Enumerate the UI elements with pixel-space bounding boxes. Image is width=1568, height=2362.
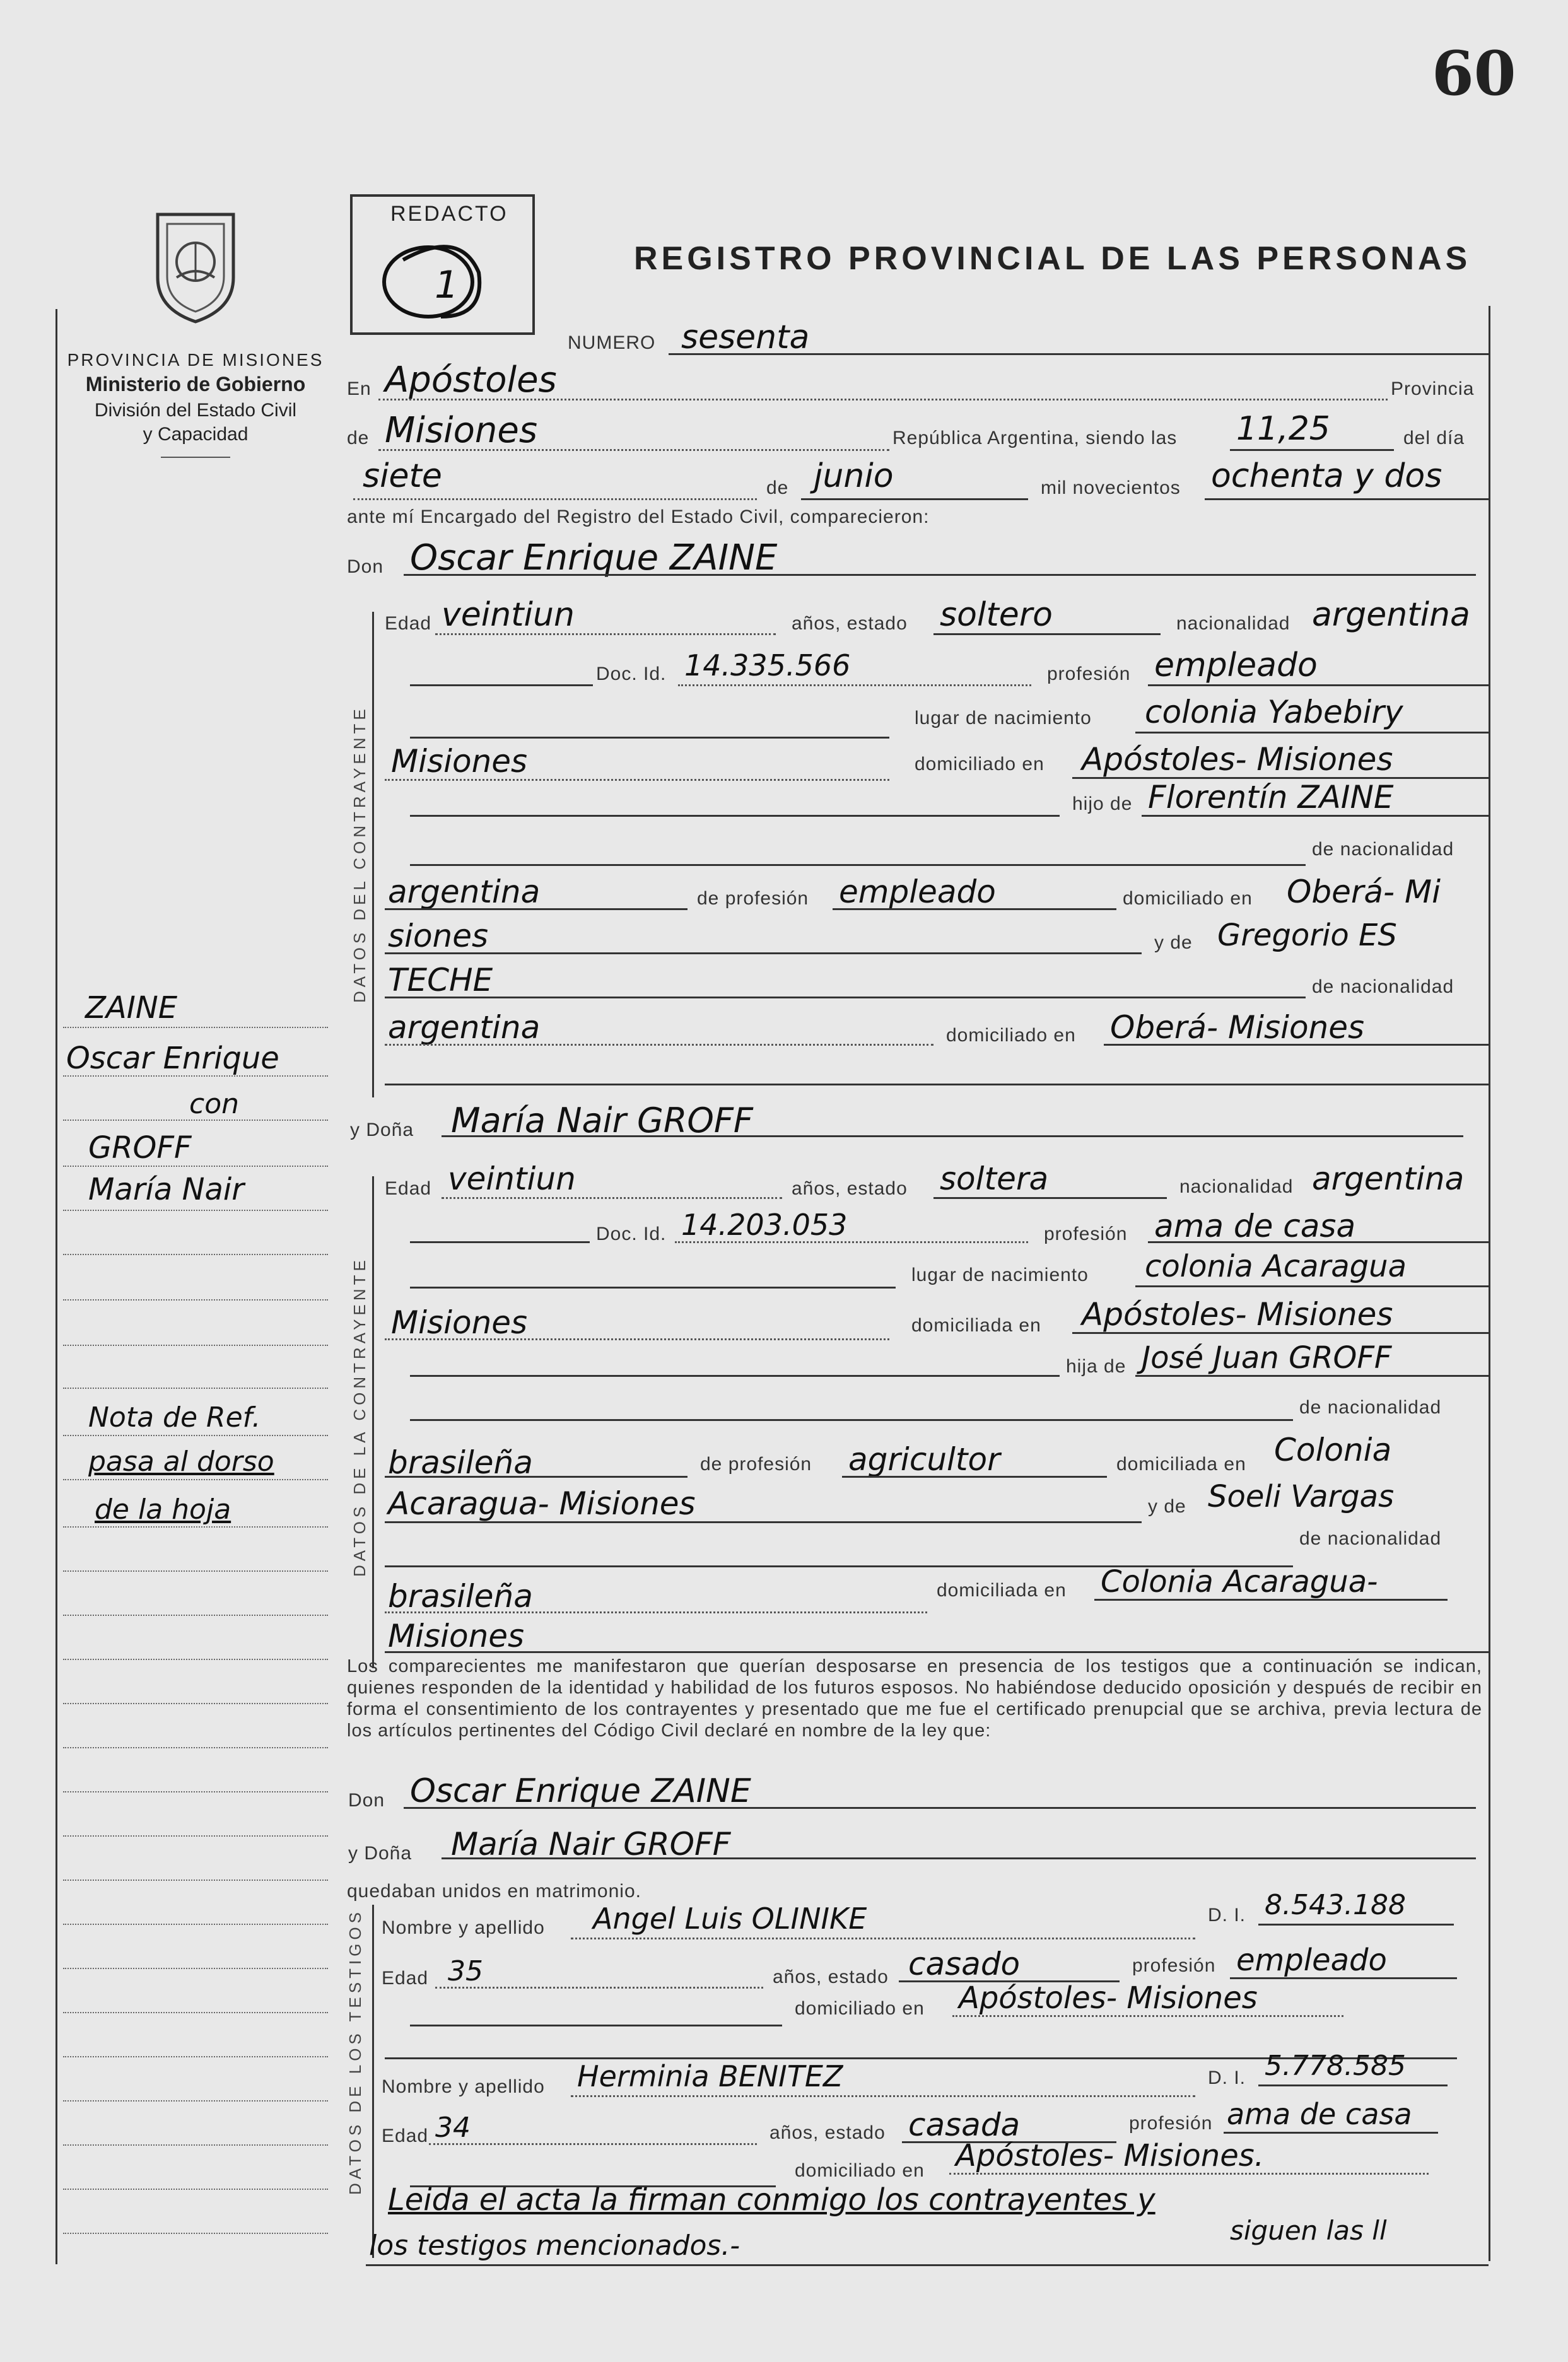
- decl-dona-label: y Doña: [348, 1843, 412, 1864]
- margin-note-3: de la hoja: [95, 1494, 231, 1526]
- mil-label: mil novecientos: [1041, 477, 1181, 498]
- groom-lugar2: Misiones: [391, 743, 528, 780]
- provincia-label: Provincia: [1391, 378, 1475, 399]
- groom-estado: soltero: [940, 596, 1053, 634]
- decl-unidos: quedaban unidos en matrimonio.: [347, 1881, 641, 1902]
- groom-edad-label: Edad: [385, 613, 432, 634]
- w1-di: 8.543.188: [1265, 1889, 1406, 1921]
- groom-padre: Florentín ZAINE: [1148, 779, 1394, 816]
- bride-edad: veintiun: [448, 1161, 576, 1197]
- bride-padre-prof: agricultor: [848, 1441, 1000, 1478]
- bride-edad-label: Edad: [385, 1178, 432, 1199]
- groom-hijo-label: hijo de: [1072, 793, 1133, 814]
- provincial-emblem-icon: [139, 202, 252, 328]
- bride-domicilio: Apóstoles- Misiones: [1082, 1296, 1393, 1333]
- mes-value: junio: [814, 457, 894, 495]
- bride-dom-label: domiciliada en: [911, 1315, 1041, 1336]
- groom-data-rule: [372, 612, 374, 1097]
- bride-nacionalidad: argentina: [1312, 1161, 1465, 1197]
- bride-lugar-label: lugar de nacimiento: [911, 1265, 1089, 1285]
- w2-estado: casada: [908, 2107, 1021, 2143]
- groom-padre-dom2: siones: [388, 918, 489, 954]
- bride-doc: 14.203.053: [681, 1208, 848, 1242]
- bride-madre-dom: Colonia Acaragua-: [1101, 1564, 1378, 1599]
- declaration-text: Los comparecientes me manifestaron que querían desposarse en presencia de los testigos que a continuación se indican, quienes responden de la identidad y habilidad de los futuros esposos. No habiéndose deducido oposición y después de recibir en forma el consentimiento de los contrayentes y presentado que me fue el certificado prenupcial que se archiva, previa lectura de los artículos pertinentes del Código Civil declaré en nombre de la ley que:: [347, 1656, 1482, 1741]
- groom-don-label: Don: [347, 556, 384, 577]
- groom-padre-dom-label: domiciliado en: [1123, 888, 1253, 909]
- w1-estado: casado: [908, 1946, 1021, 1982]
- w1-prof-label: profesión: [1132, 1955, 1216, 1976]
- bride-padre-nac: brasileña: [388, 1444, 533, 1481]
- groom-name: Oscar Enrique ZAINE: [410, 537, 778, 578]
- groom-domicilio: Apóstoles- Misiones: [1082, 741, 1393, 778]
- w2-domicilio: Apóstoles- Misiones.: [956, 2138, 1264, 2173]
- decl-bride: María Nair GROFF: [451, 1826, 731, 1862]
- republica-label: República Argentina, siendo las: [892, 428, 1178, 448]
- bride-lugar: colonia Acaragua: [1145, 1249, 1407, 1284]
- form-right-border: [1489, 306, 1490, 2261]
- bride-madre: Soeli Vargas: [1208, 1479, 1395, 1514]
- groom-doc-label: Doc. Id.: [596, 664, 667, 684]
- anio-value: ochenta y dos: [1211, 457, 1442, 495]
- closing-line-2: siguen las ll: [1230, 2215, 1387, 2246]
- del-dia-label: del día: [1403, 428, 1465, 448]
- groom-lugar-label: lugar de nacimiento: [915, 708, 1092, 728]
- groom-de-nac2-label: de nacionalidad: [1312, 976, 1454, 997]
- w1-nombre-label: Nombre y apellido: [382, 1917, 545, 1938]
- groom-madre: Gregorio ES: [1217, 918, 1397, 953]
- en-label: En: [347, 378, 372, 399]
- groom-madre-nac: argentina: [388, 1009, 541, 1046]
- w1-edad: 35: [448, 1955, 483, 1987]
- margin-name-1: ZAINE: [85, 990, 178, 1026]
- office-line-3: División del Estado Civil: [94, 400, 297, 421]
- bride-padre: José Juan GROFF: [1142, 1340, 1392, 1376]
- groom-profesion: empleado: [1154, 646, 1318, 684]
- bride-de-nac2-label: de nacionalidad: [1299, 1528, 1442, 1549]
- bride-doc-label: Doc. Id.: [596, 1224, 667, 1244]
- de2-label: de: [766, 477, 789, 498]
- bride-padre-dom2: Acaragua- Misiones: [388, 1485, 696, 1522]
- w2-edad: 34: [435, 2112, 471, 2144]
- bride-dona-label: y Doña: [350, 1120, 414, 1140]
- office-block: [57, 350, 334, 458]
- w2-nombre: Herminia BENITEZ: [577, 2059, 843, 2093]
- margin-name-2: Oscar Enrique: [66, 1041, 279, 1076]
- bride-de-nac-label: de nacionalidad: [1299, 1397, 1442, 1418]
- bride-madre-dom2: Misiones: [388, 1618, 525, 1654]
- bride-y-de-label: y de: [1148, 1496, 1186, 1517]
- svg-text:1: 1: [435, 263, 459, 307]
- groom-madre2: TECHE: [388, 962, 493, 998]
- w1-di-label: D. I.: [1208, 1905, 1246, 1926]
- margin-con: con: [189, 1088, 239, 1120]
- bride-anos-label: años, estado: [792, 1178, 908, 1199]
- groom-de-prof-label: de profesión: [697, 888, 809, 909]
- groom-anos-label: años, estado: [792, 613, 908, 634]
- w1-nombre: Angel Luis OLINIKE: [593, 1902, 867, 1936]
- w2-edad-label: Edad: [382, 2125, 429, 2146]
- w2-prof-label: profesión: [1129, 2113, 1213, 2134]
- w1-profesion: empleado: [1236, 1943, 1387, 1978]
- groom-doc: 14.335.566: [684, 648, 851, 682]
- office-line-4: y Capacidad: [143, 424, 249, 445]
- page-number: 60: [1432, 38, 1516, 109]
- groom-madre-dom: Oberá- Misiones: [1110, 1009, 1365, 1046]
- bride-name: María Nair GROFF: [451, 1101, 753, 1140]
- bride-padre-dom-label: domiciliada en: [1116, 1454, 1246, 1475]
- w2-nombre-label: Nombre y apellido: [382, 2076, 545, 2097]
- bride-lugar2: Misiones: [391, 1304, 528, 1341]
- groom-padre-nac: argentina: [388, 874, 541, 910]
- bride-profesion: ama de casa: [1154, 1208, 1356, 1244]
- closing-line-3: los testigos mencionados.-: [369, 2230, 740, 2262]
- w1-domicilio: Apóstoles- Misiones: [959, 1980, 1258, 2016]
- stamp-label: REDACTO: [390, 202, 508, 226]
- groom-y-de-label: y de: [1154, 932, 1193, 953]
- decl-groom: Oscar Enrique ZAINE: [410, 1772, 751, 1810]
- w1-edad-label: Edad: [382, 1968, 429, 1989]
- groom-dom-label: domiciliado en: [915, 754, 1044, 775]
- bride-side-label: DATOS DE LA CONTRAYENTE: [350, 1256, 369, 1577]
- groom-nacionalidad: argentina: [1312, 596, 1470, 634]
- groom-lugar: colonia Yabebiry: [1145, 694, 1403, 730]
- w2-di-label: D. I.: [1208, 2067, 1246, 2088]
- ante-label: ante mí Encargado del Registro del Estado Civil, comparecieron:: [347, 506, 930, 527]
- de-label: de: [347, 428, 370, 448]
- decl-don-label: Don: [348, 1790, 385, 1811]
- margin-rule: [56, 309, 57, 2264]
- groom-nac-label: nacionalidad: [1176, 613, 1290, 634]
- de-value: Misiones: [385, 410, 537, 451]
- document-title: REGISTRO PROVINCIAL DE LAS PERSONAS: [634, 240, 1471, 277]
- bride-estado: soltera: [940, 1161, 1049, 1197]
- bride-data-rule: [372, 1176, 374, 1668]
- bride-madre-dom-label: domiciliada en: [937, 1580, 1067, 1601]
- margin-note-1: Nota de Ref.: [88, 1401, 261, 1434]
- w1-anos-label: años, estado: [773, 1967, 889, 1987]
- redacto-stamp: [350, 194, 535, 335]
- margin-name-3: GROFF: [88, 1130, 192, 1166]
- groom-madre-dom-label: domiciliado en: [946, 1025, 1076, 1046]
- numero-label: NUMERO: [568, 332, 656, 353]
- margin-note-2: pasa al dorso: [88, 1446, 274, 1478]
- hora-value: 11,25: [1236, 410, 1330, 448]
- en-value: Apóstoles: [385, 360, 557, 400]
- w2-anos-label: años, estado: [769, 2122, 886, 2143]
- groom-padre-prof: empleado: [839, 874, 996, 910]
- bride-de-prof-label: de profesión: [700, 1454, 812, 1475]
- bride-prof-label: profesión: [1044, 1224, 1128, 1244]
- bride-padre-dom: Colonia: [1274, 1432, 1392, 1468]
- bride-hija-label: hija de: [1066, 1356, 1126, 1377]
- witness-data-rule: [372, 1905, 374, 2258]
- margin-name-4: María Nair: [88, 1172, 244, 1207]
- dia-value: siete: [363, 457, 442, 495]
- office-line-2: Ministerio de Gobierno: [85, 373, 306, 395]
- office-line-1: PROVINCIA DE MISIONES: [67, 350, 324, 370]
- groom-de-nac-label: de nacionalidad: [1312, 839, 1454, 860]
- w2-di: 5.778.585: [1265, 2050, 1406, 2082]
- bride-madre-nac: brasileña: [388, 1578, 533, 1615]
- groom-padre-dom: Oberá- Mi: [1287, 874, 1441, 910]
- groom-prof-label: profesión: [1047, 664, 1131, 684]
- numero-value: sesenta: [681, 319, 810, 356]
- witness-side-label: DATOS DE LOS TESTIGOS: [346, 1909, 365, 2195]
- groom-edad: veintiun: [442, 596, 575, 634]
- w1-dom-label: domiciliado en: [795, 1998, 925, 2019]
- bride-nac-label: nacionalidad: [1179, 1176, 1294, 1197]
- groom-side-label: DATOS DEL CONTRAYENTE: [350, 705, 369, 1003]
- closing-line-1: Leida el acta la firman conmigo los contrayentes y: [388, 2182, 1156, 2218]
- w2-profesion: ama de casa: [1227, 2097, 1412, 2131]
- w2-dom-label: domiciliado en: [795, 2160, 925, 2181]
